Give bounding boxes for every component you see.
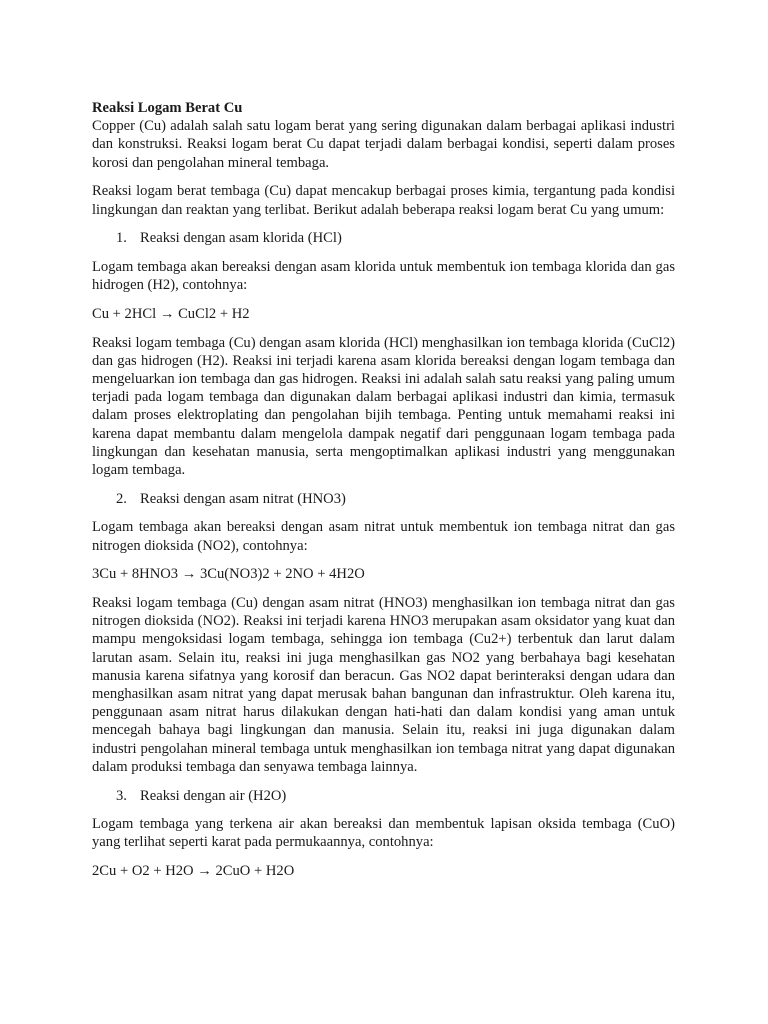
section-2-number: 2. bbox=[116, 490, 127, 507]
section-1-number: 1. bbox=[116, 230, 127, 247]
section-3-heading-text: Reaksi dengan air (H2O) bbox=[140, 787, 287, 804]
section-3-number: 3. bbox=[116, 787, 127, 804]
section-2-explanation: Reaksi logam tembaga (Cu) dengan asam nitrat (HNO3) menghasilkan ion tembaga nitrat dan gas nitrogen dioksida (NO2). Reaksi ini terjadi karena HNO3 merupakan asam oksidator yang kuat dan mampu mengoksidasi logam tembaga, sehingga ion tembaga (Cu2+) terbentuk dan larut dalam larutan asam. Selain itu, reaksi ini juga menghasilkan gas NO2 yang berbahaya bagi kesehatan manusia karena sifatnya yang korosif dan beracun. Gas NO2 dapat berinteraksi dengan udara dan menghasilkan asam nitrat yang dapat merusak bahan bangunan dan infrastruktur. Oleh karena itu, penggunaan asam nitrat harus dilakukan dengan hati-hati dan dalam kondisi yang aman untuk mencegah bahaya bagi lingkungan dan manusia. Selain itu, reaksi ini juga digunakan dalam industri pengolahan mineral tembaga untuk menghasilkan ion tembaga nitrat yang dapat digunakan dalam produksi tembaga dan senyawa tembaga lainnya. bbox=[92, 594, 675, 775]
section-1-description: Logam tembaga akan bereaksi dengan asam klorida untuk membentuk ion tembaga klorida dan gas hidrogen (H2), contohnya: bbox=[92, 258, 675, 294]
section-3-description: Logam tembaga yang terkena air akan bereaksi dan membentuk lapisan oksida tembaga (CuO) yang terlihat seperti karat pada permukaannya, contohnya: bbox=[92, 816, 675, 851]
section-2-heading-text: Reaksi dengan asam nitrat (HNO3) bbox=[140, 490, 346, 507]
document-page bbox=[92, 99, 675, 891]
overview-paragraph: Reaksi logam berat tembaga (Cu) dapat mencakup berbagai proses kimia, tergantung pada kondisi lingkungan dan reaktan yang terlibat. Berikut adalah beberapa reaksi logam berat Cu yang umum: bbox=[92, 183, 675, 218]
document-title: Reaksi Logam Berat Cu bbox=[92, 100, 243, 116]
section-1-heading bbox=[92, 229, 675, 247]
section-3-heading bbox=[92, 787, 675, 805]
section-3-equation: 2Cu + O2 + H2O → 2CuO + H2O bbox=[92, 863, 295, 880]
section-2-equation: 3Cu + 8HNO3 → 3Cu(NO3)2 + 2NO + 4H2O bbox=[92, 566, 365, 583]
section-1-equation: Cu + 2HCl → CuCl2 + H2 bbox=[92, 305, 250, 322]
section-2-description: Logam tembaga akan bereaksi dengan asam nitrat untuk membentuk ion tembaga nitrat dan gas nitrogen dioksida (NO2), contohnya: bbox=[92, 519, 675, 554]
intro-paragraph: Copper (Cu) adalah salah satu logam berat yang sering digunakan dalam berbagai aplikasi industri dan konstruksi. Reaksi logam berat Cu dapat terjadi dalam berbagai kondisi, seperti dalam proses korosi dan pengolahan mineral tembaga. bbox=[92, 118, 675, 171]
section-1-explanation: Reaksi logam tembaga (Cu) dengan asam klorida (HCl) menghasilkan ion tembaga klorida (CuCl2) dan gas hidrogen (H2). Reaksi ini terjadi karena asam klorida bereaksi dengan logam tembaga dan mengeluarkan ion tembaga dan gas hidrogen. Reaksi ini adalah salah satu reaksi yang paling umum terjadi pada logam tembaga dan digunakan dalam berbagai aplikasi industri dan kimia, termasuk dalam proses elektroplating dan pengolahan bijih tembaga. Penting untuk memahami reaksi ini karena dapat membantu dalam mengelola dampak negatif dari penggunaan logam tembaga pada lingkungan dan kesehatan manusia, serta mengoptimalkan aplikasi industri yang menggunakan logam tembaga. bbox=[92, 334, 675, 478]
section-1-heading-text: Reaksi dengan asam klorida (HCl) bbox=[140, 230, 342, 247]
section-2-heading bbox=[92, 490, 675, 508]
